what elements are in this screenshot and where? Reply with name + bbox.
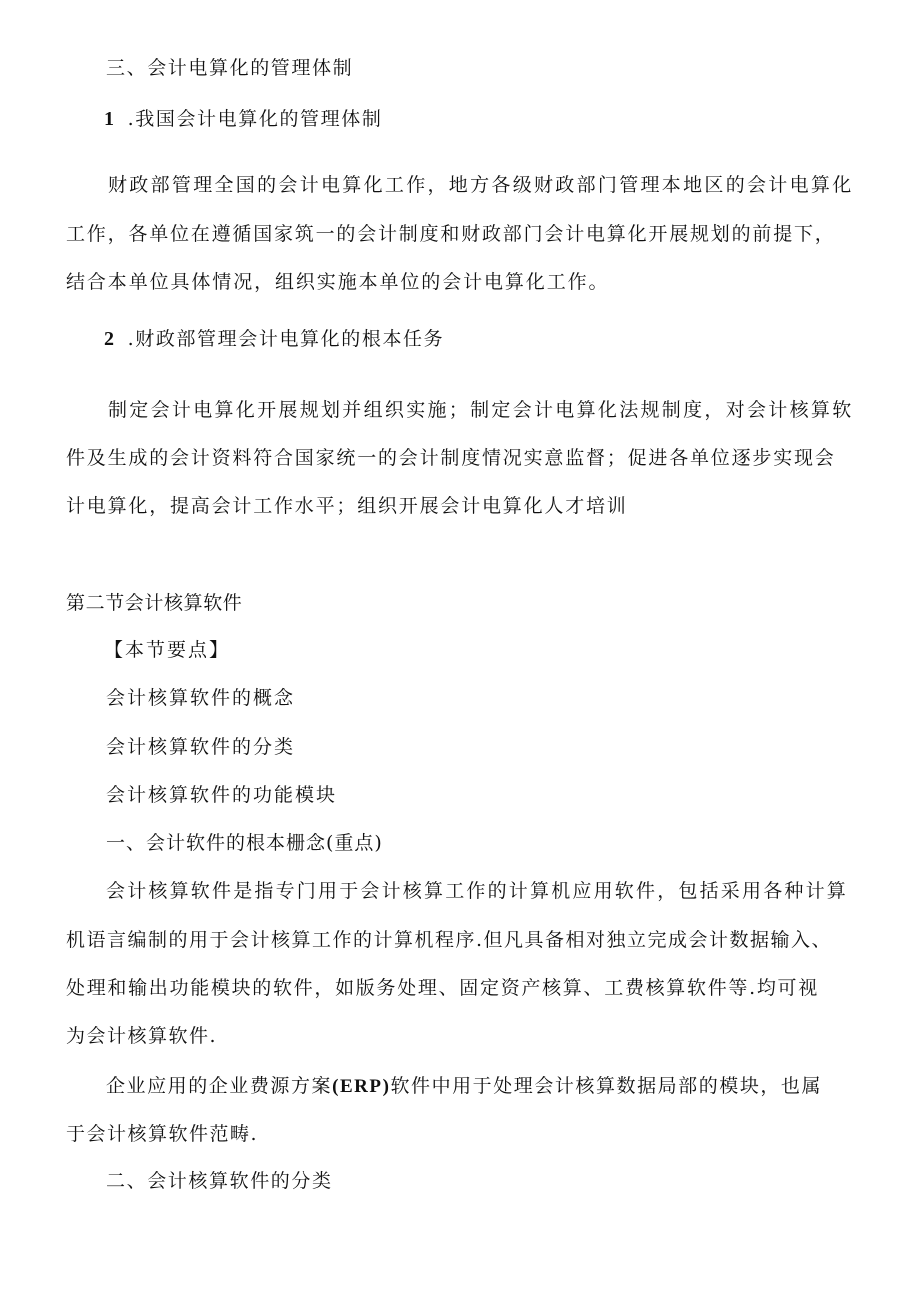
section-heading-management-system: 三、会计电算化的管理体制 bbox=[106, 57, 354, 79]
part-heading-basic-concept: 一、会计软件的根本栅念(重点) bbox=[106, 832, 383, 854]
subheading-2-number: 2 bbox=[104, 328, 116, 350]
part-heading-classification: 二、会计核算软件的分类 bbox=[106, 1170, 333, 1192]
subheading-1-number: 1 bbox=[104, 108, 116, 130]
paragraph-line: 件及生成的会计资料符合国家统一的会计制度情况实意监督；促进各单位逐步实现会 bbox=[66, 447, 836, 469]
paragraph-text: 软件中用于处理会计核算数据局部的模块，也属 bbox=[390, 1075, 823, 1097]
paragraph-line: 财政部管理全国的会计电算化工作，地方各级财政部门管理本地区的会计电算化 bbox=[108, 174, 854, 196]
paragraph-line: 处理和输出功能模块的软件，如版务处理、固定资产核算、工费核算软件等.均可视 bbox=[66, 977, 819, 999]
paragraph-line: 制定会计电算化开展规划并组织实施；制定会计电算化法规制度，对会计核算软 bbox=[108, 399, 854, 421]
subheading-2 bbox=[104, 329, 444, 349]
subheading-1-title: .我国会计电算化的管理体制 bbox=[127, 108, 383, 130]
paragraph-line: 机语言编制的用于会计核算工作的计算机程序.但凡具备相对独立完成会计数据输入、 bbox=[66, 929, 833, 951]
paragraph-line: 会计核算软件是指专门用于会计核算工作的计算机应用软件，包括采用各种计算 bbox=[106, 880, 849, 902]
subheading-2-title: .财政部管理会计电算化的根本任务 bbox=[127, 328, 445, 350]
paragraph-line: 工作，各单位在遵循国家筑一的会计制度和财政部门会计电算化开展规划的前提下， bbox=[66, 223, 836, 245]
subheading-1 bbox=[104, 109, 382, 129]
keypoints-label: 【本节要点】 bbox=[104, 639, 231, 661]
section-title: 第二节会计核算软件 bbox=[66, 592, 243, 614]
keypoint-item: 会计核算软件的概念 bbox=[106, 687, 296, 709]
keypoint-item: 会计核算软件的分类 bbox=[106, 736, 296, 758]
paragraph-line: 为会计核算软件. bbox=[66, 1025, 218, 1047]
keypoint-item: 会计核算软件的功能模块 bbox=[106, 784, 338, 806]
paragraph-line-erp bbox=[106, 1077, 822, 1096]
paragraph-line: 结合本单位具体情况，组织实施本单位的会计电算化工作。 bbox=[66, 271, 610, 293]
paragraph-text: 企业应用的企业费源方案 bbox=[106, 1075, 333, 1097]
erp-abbreviation: (ERP) bbox=[332, 1076, 391, 1097]
paragraph-line: 于会计核算软件范畴. bbox=[66, 1123, 259, 1145]
paragraph-line: 计电算化，提高会计工作水平；组织开展会计电算化人才培训 bbox=[66, 495, 628, 517]
